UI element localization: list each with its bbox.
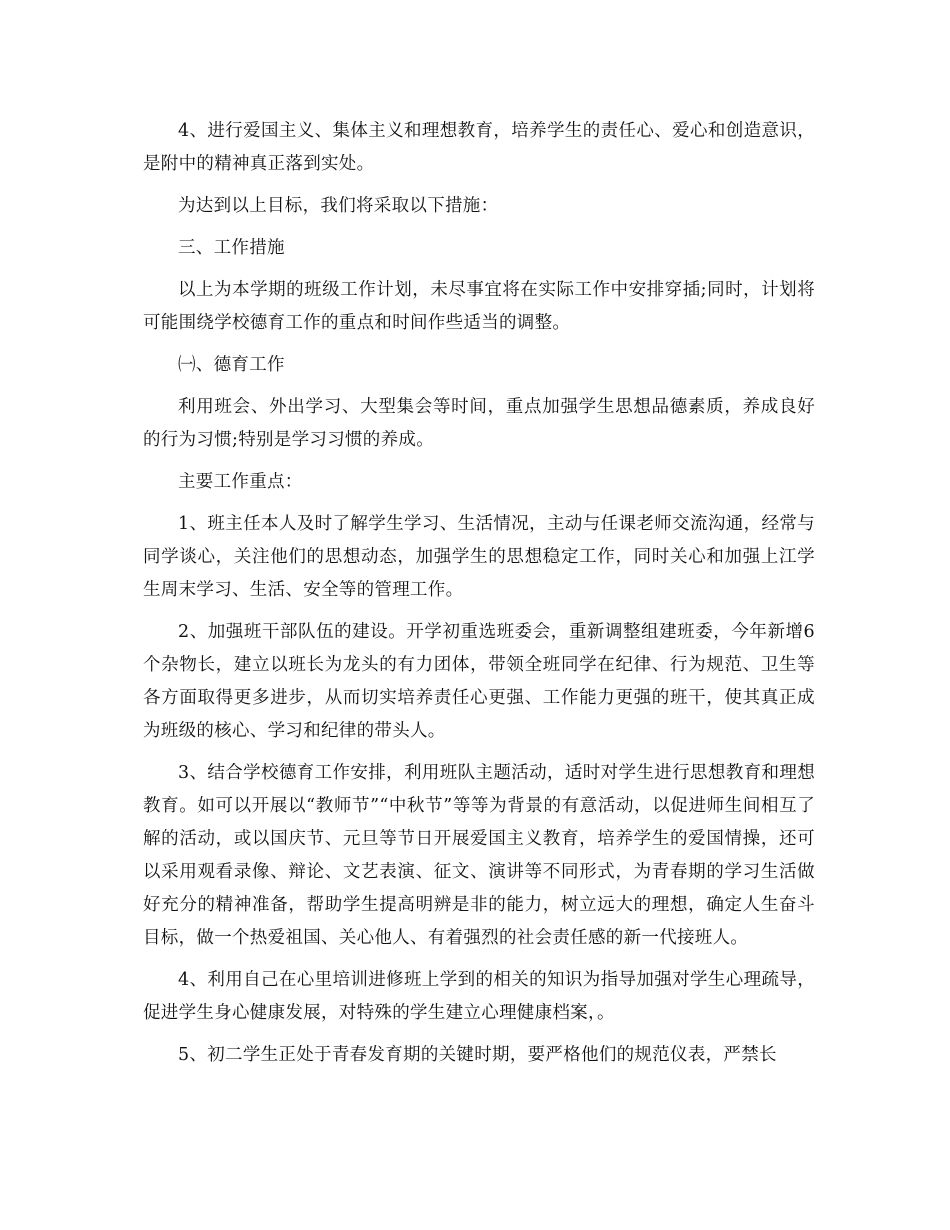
list-item-point-2: 2、加强班干部队伍的建设。开学初重选班委会，重新调整组建班委，今年新增6个杂物长，建立以班长为龙头的有力团体，带领全班同学在纪律、行为规范、卫生等各方面取得更多进步，从而切实培养责任心更强、工作能力更强的班干，使其真正成为班级的核心、学习和纪律的带头人。 [143, 622, 815, 741]
paragraph-moral-education: 利用班会、外出学习、大型集会等时间，重点加强学生思想品德素质，养成良好的行为习惯;特别是学习习惯的养成。 [143, 397, 815, 450]
paragraph-goal-4: 4、进行爱国主义、集体主义和理想教育，培养学生的责任心、爱心和创造意识，是附中的精神真正落到实处。 [143, 121, 815, 174]
list-item-point-1: 1、班主任本人及时了解学生学习、生活情况，主动与任课老师交流沟通，经常与同学谈心，关注他们的思想动态，加强学生的思想稳定工作，同时关心和加强上江学生周末学习、生活、安全等的管理工作。 [143, 514, 815, 600]
list-item-point-5: 5、初二学生正处于青春发育期的关键时期，要严格他们的规范仪表，严禁长 [178, 1045, 777, 1065]
section-heading-work-measures: 三、工作措施 [178, 238, 285, 258]
subsection-heading-moral-education: ㈠、德育工作 [178, 355, 285, 375]
document-page [143, 115, 815, 1081]
paragraph-plan-note: 以上为本学期的班级工作计划，未尽事宜将在实际工作中安排穿插;同时，计划将可能围绕学校德育工作的重点和时间作些适当的调整。 [143, 280, 815, 333]
list-item-point-3: 3、结合学校德育工作安排，利用班队主题活动，适时对学生进行思想教育和理想教育。如可以开展以“教师节”“中秋节”等等为背景的有意活动，以促进师生间相互了解的活动，或以国庆节、元旦等节日开展爱国主义教育，培养学生的爱国情操，还可以采用观看录像、辩论、文艺表演、征文、演讲等不同形式，为青春期的学习生活做好充分的精神准备，帮助学生提高明辨是非的能力，树立远大的理想，确定人生奋斗目标，做一个热爱祖国、关心他人、有着强烈的社会责任感的新一代接班人。 [143, 763, 815, 948]
paragraph-measures-intro: 为达到以上目标，我们将采取以下措施： [178, 196, 499, 216]
paragraph-key-points-heading: 主要工作重点： [178, 472, 303, 492]
list-item-point-4: 4、利用自己在心里培训进修班上学到的相关的知识为指导加强对学生心理疏导，促进学生身心健康发展，对特殊的学生建立心理健康档案，。 [143, 970, 815, 1023]
